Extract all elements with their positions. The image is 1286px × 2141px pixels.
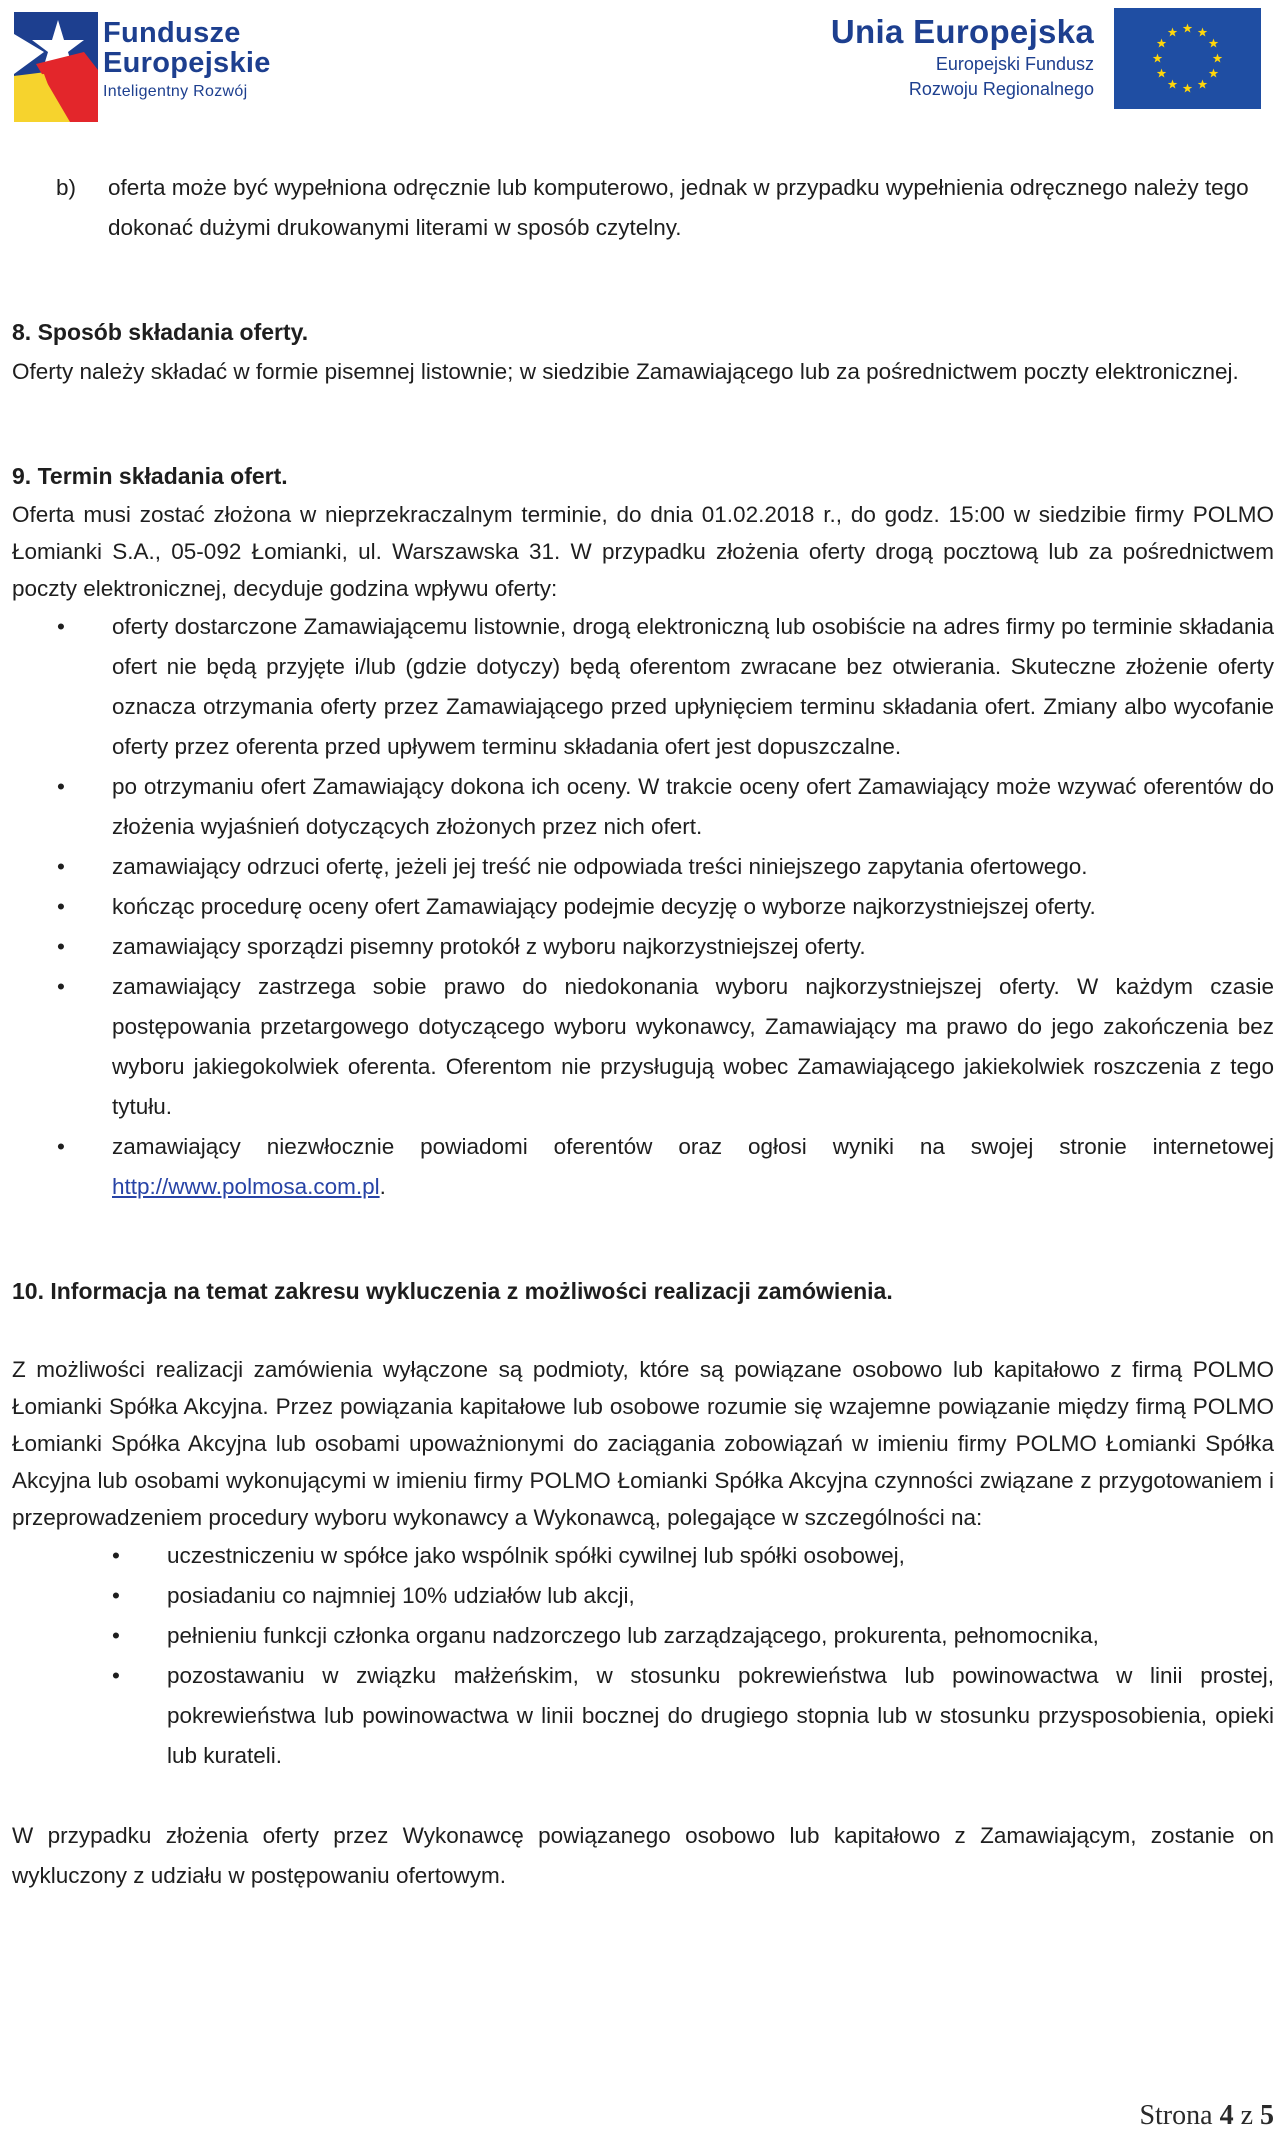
current-page: 4 (1219, 2100, 1234, 2131)
bullet-text: zamawiający odrzuci ofertę, jeżeli jej treść nie odpowiada treści niniejszego zapytania ofertowego. (112, 854, 1088, 879)
bullet: • (57, 614, 65, 639)
bullet-text: uczestniczeniu w spółce jako wspólnik spółki cywilnej lub spółki osobowej, (167, 1543, 905, 1568)
logo-line-1: Fundusze (103, 17, 241, 49)
list-item (12, 927, 1274, 967)
bullet-text: posiadaniu co najmniej 10% udziałów lub akcji, (167, 1583, 635, 1608)
section-9-heading: 9. Termin składania ofert. (12, 463, 288, 489)
logo-line-2: Europejskie (103, 47, 271, 79)
item-b-text: oferta może być wypełniona odręcznie lub komputerowo, jednak w przypadku wypełnienia odręcznego należy tego dokonać dużymi drukowanymi literami w sposób czytelny. (108, 175, 1249, 240)
ue-line-3: Rozwoju Regionalnego (908, 79, 1094, 99)
list-item (12, 1616, 1274, 1656)
list-item (12, 847, 1274, 887)
list-item-b (12, 168, 1274, 248)
section-8-text: Oferty należy składać w formie pisemnej listownie; w siedzibie Zamawiającego lub za pośrednictwem poczty elektronicznej. (12, 359, 1239, 384)
bullet-text: pozostawaniu w związku małżeńskim, w stosunku pokrewieństwa lub powinowactwa w linii prostej, pokrewieństwa lub powinowactwa w linii bocznej do drugiego stopnia lub w stosunku przysposobienia, opieki lub kurateli. (167, 1663, 1274, 1768)
page-label: Strona (1139, 2100, 1213, 2131)
bullet-text: po otrzymaniu ofert Zamawiający dokona ich oceny. W trakcie oceny ofert Zamawiający może wzywać oferentów do złożenia wyjaśnień dotyczących złożonych przez nich ofert. (112, 774, 1274, 839)
bullet: • (112, 1543, 120, 1568)
fundusze-europejskie-logo-icon (14, 12, 98, 122)
section-9-bullet-list (12, 607, 1274, 1207)
bullet: • (57, 894, 65, 919)
page-separator: z (1240, 2100, 1253, 2131)
link-suffix: . (379, 1174, 386, 1199)
bullet: • (57, 1134, 65, 1159)
list-item (12, 887, 1274, 927)
bullet-text: pełnieniu funkcji członka organu nadzorczego lub zarządzającego, prokurenta, pełnomocnika, (167, 1623, 1099, 1648)
bullet-text: kończąc procedurę oceny ofert Zamawiający podejmie decyzję o wyborze najkorzystniejszej oferty. (112, 894, 1096, 919)
page-header (0, 0, 1286, 125)
bullet-text: zamawiający zastrzega sobie prawo do niedokonania wyboru najkorzystniejszej oferty. W każdym czasie postępowania przetargowego dotyczącego wyboru wykonawcy, Zamawiający ma prawo do jego zakończenia bez wyboru jakiegokolwiek oferenta. Oferentom nie przysługują wobec Zamawiającego jakiekolwiek roszczenia z tego tytułu. (112, 974, 1274, 1119)
bullet: • (57, 774, 65, 799)
list-item (12, 767, 1274, 847)
bullet: • (112, 1623, 120, 1648)
bullet: • (57, 974, 65, 999)
list-item (12, 1576, 1274, 1616)
ue-line-2: Europejski Fundusz (935, 54, 1094, 74)
bullet: • (112, 1583, 120, 1608)
total-pages: 5 (1260, 2100, 1274, 2131)
website-link[interactable]: http://www.polmosa.com.pl (112, 1174, 380, 1199)
list-item (12, 1536, 1274, 1576)
bullet: • (57, 854, 65, 879)
list-item (12, 607, 1274, 767)
logo-line-3: Inteligentny Rozwój (103, 83, 248, 100)
list-item (12, 967, 1274, 1127)
document-body (12, 168, 1274, 1896)
bullet-text: oferty dostarczone Zamawiającemu listownie, drogą elektroniczną lub osobiście na adres firmy po terminie składania ofert nie będą przyjęte i/lub (gdzie dotyczy) będą oferentom zwracane bez otwierania. Skuteczne złożenie oferty oznacza otrzymania oferty przez Zamawiającego przed upłynięciem terminu składania ofert. Zmiany albo wycofanie oferty przez oferenta przed upływem terminu składania ofert jest dopuszczalne. (112, 614, 1274, 759)
list-item (12, 1127, 1274, 1207)
bullet: • (57, 934, 65, 959)
section-10-heading: 10. Informacja na temat zakresu wykluczenia z możliwości realizacji zamówienia. (12, 1278, 893, 1304)
list-item (12, 1656, 1274, 1776)
section-10-text: Z możliwości realizacji zamówienia wyłączone są podmioty, które są powiązane osobowo lub kapitałowo z firmą POLMO Łomianki Spółka Akcyjna. Przez powiązania kapitałowe lub osobowe rozumie się wzajemne powiązanie między firmą POLMO Łomianki Spółka Akcyjna lub osobami upoważnionymi do zaciągania zobowiązań w imieniu firmy POLMO Łomianki Spółka Akcyjna lub osobami wykonującymi w imieniu firmy POLMO Łomianki Spółka Akcyjna czynności związane z przygotowaniem i przeprowadzeniem procedury wyboru wykonawcy a Wykonawcą, polegające w szczególności na: (12, 1357, 1274, 1530)
section-9-text: Oferta musi zostać złożona w nieprzekraczalnym terminie, do dnia 01.02.2018 r., do godz. 15:00 w siedzibie firmy POLMO Łomianki S.A., 05-092 Łomianki, ul. Warszawska 31. W przypadku złożenia oferty drogą pocztową lub za pośrednictwem poczty elektronicznej, decyduje godzina wpływu oferty: (12, 502, 1274, 601)
page-number (1139, 2100, 1274, 2132)
eu-flag-icon (1114, 8, 1261, 109)
bullet-text: zamawiający niezwłocznie powiadomi oferentów oraz ogłosi wyniki na swojej stronie internetowej (112, 1134, 1274, 1159)
bullet-text: zamawiający sporządzi pisemny protokół z wyboru najkorzystniejszej oferty. (112, 934, 866, 959)
bullet: • (112, 1663, 120, 1688)
fundusze-europejskie-wordmark (103, 18, 271, 104)
section-10-bullet-list (12, 1536, 1274, 1776)
item-b-label: b) (56, 175, 77, 200)
ue-line-1: Unia Europejska (830, 13, 1094, 50)
section-10-closing: W przypadku złożenia oferty przez Wykonawcę powiązanego osobowo lub kapitałowo z Zamawiającym, zostanie on wykluczony z udziału w postępowaniu ofertowym. (12, 1823, 1274, 1888)
section-8-heading: 8. Sposób składania oferty. (12, 319, 309, 345)
unia-europejska-wordmark (831, 12, 1094, 102)
